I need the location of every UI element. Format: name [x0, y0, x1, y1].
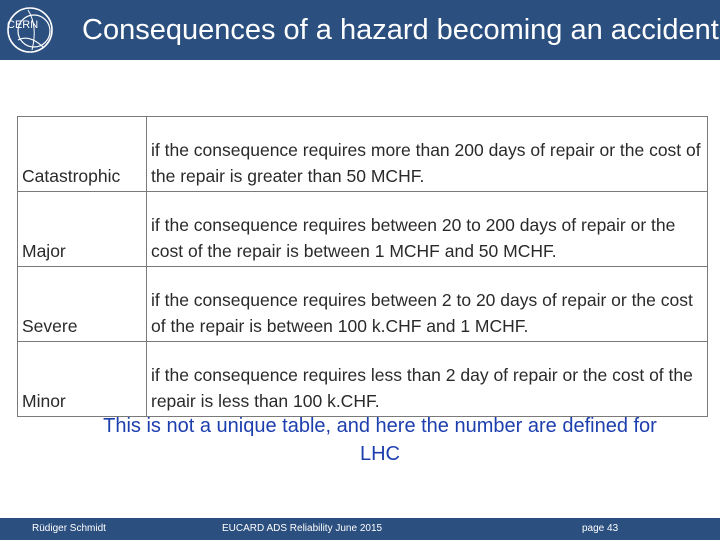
note-text: This is not a unique table, and here the number are defined for LHC	[103, 415, 657, 465]
footer-page-number: page 43	[582, 523, 619, 534]
category-cell: Minor	[18, 342, 147, 417]
category-cell: Severe	[18, 267, 147, 342]
logo-text: CERN	[7, 19, 39, 31]
footer-event: EUCARD ADS Reliability June 2015	[222, 523, 383, 534]
description-cell: if the consequence requires between 20 to 200 days of repair or the cost of the repair is between 1 MCHF and 50 MCHF.	[147, 192, 708, 267]
slide-title: Consequences of a hazard becoming an accident	[82, 14, 719, 46]
footer-bar	[0, 518, 720, 540]
consequence-table	[17, 116, 708, 417]
table-row	[18, 267, 708, 342]
table-row	[18, 117, 708, 192]
description-cell: if the consequence requires between 2 to 20 days of repair or the cost of the repair is between 100 k.CHF and 1 MCHF.	[147, 267, 708, 342]
description-cell: if the consequence requires less than 2 day of repair or the cost of the repair is less than 100 k.CHF.	[147, 342, 708, 417]
table-row	[18, 342, 708, 417]
footer-author: Rüdiger Schmidt	[32, 523, 106, 534]
table-row	[18, 192, 708, 267]
category-cell: Major	[18, 192, 147, 267]
category-cell: Catastrophic	[18, 117, 147, 192]
cern-logo	[4, 4, 56, 56]
header-bar	[0, 0, 720, 60]
description-cell: if the consequence requires more than 200 days of repair or the cost of the repair is greater than 50 MCHF.	[147, 117, 708, 192]
